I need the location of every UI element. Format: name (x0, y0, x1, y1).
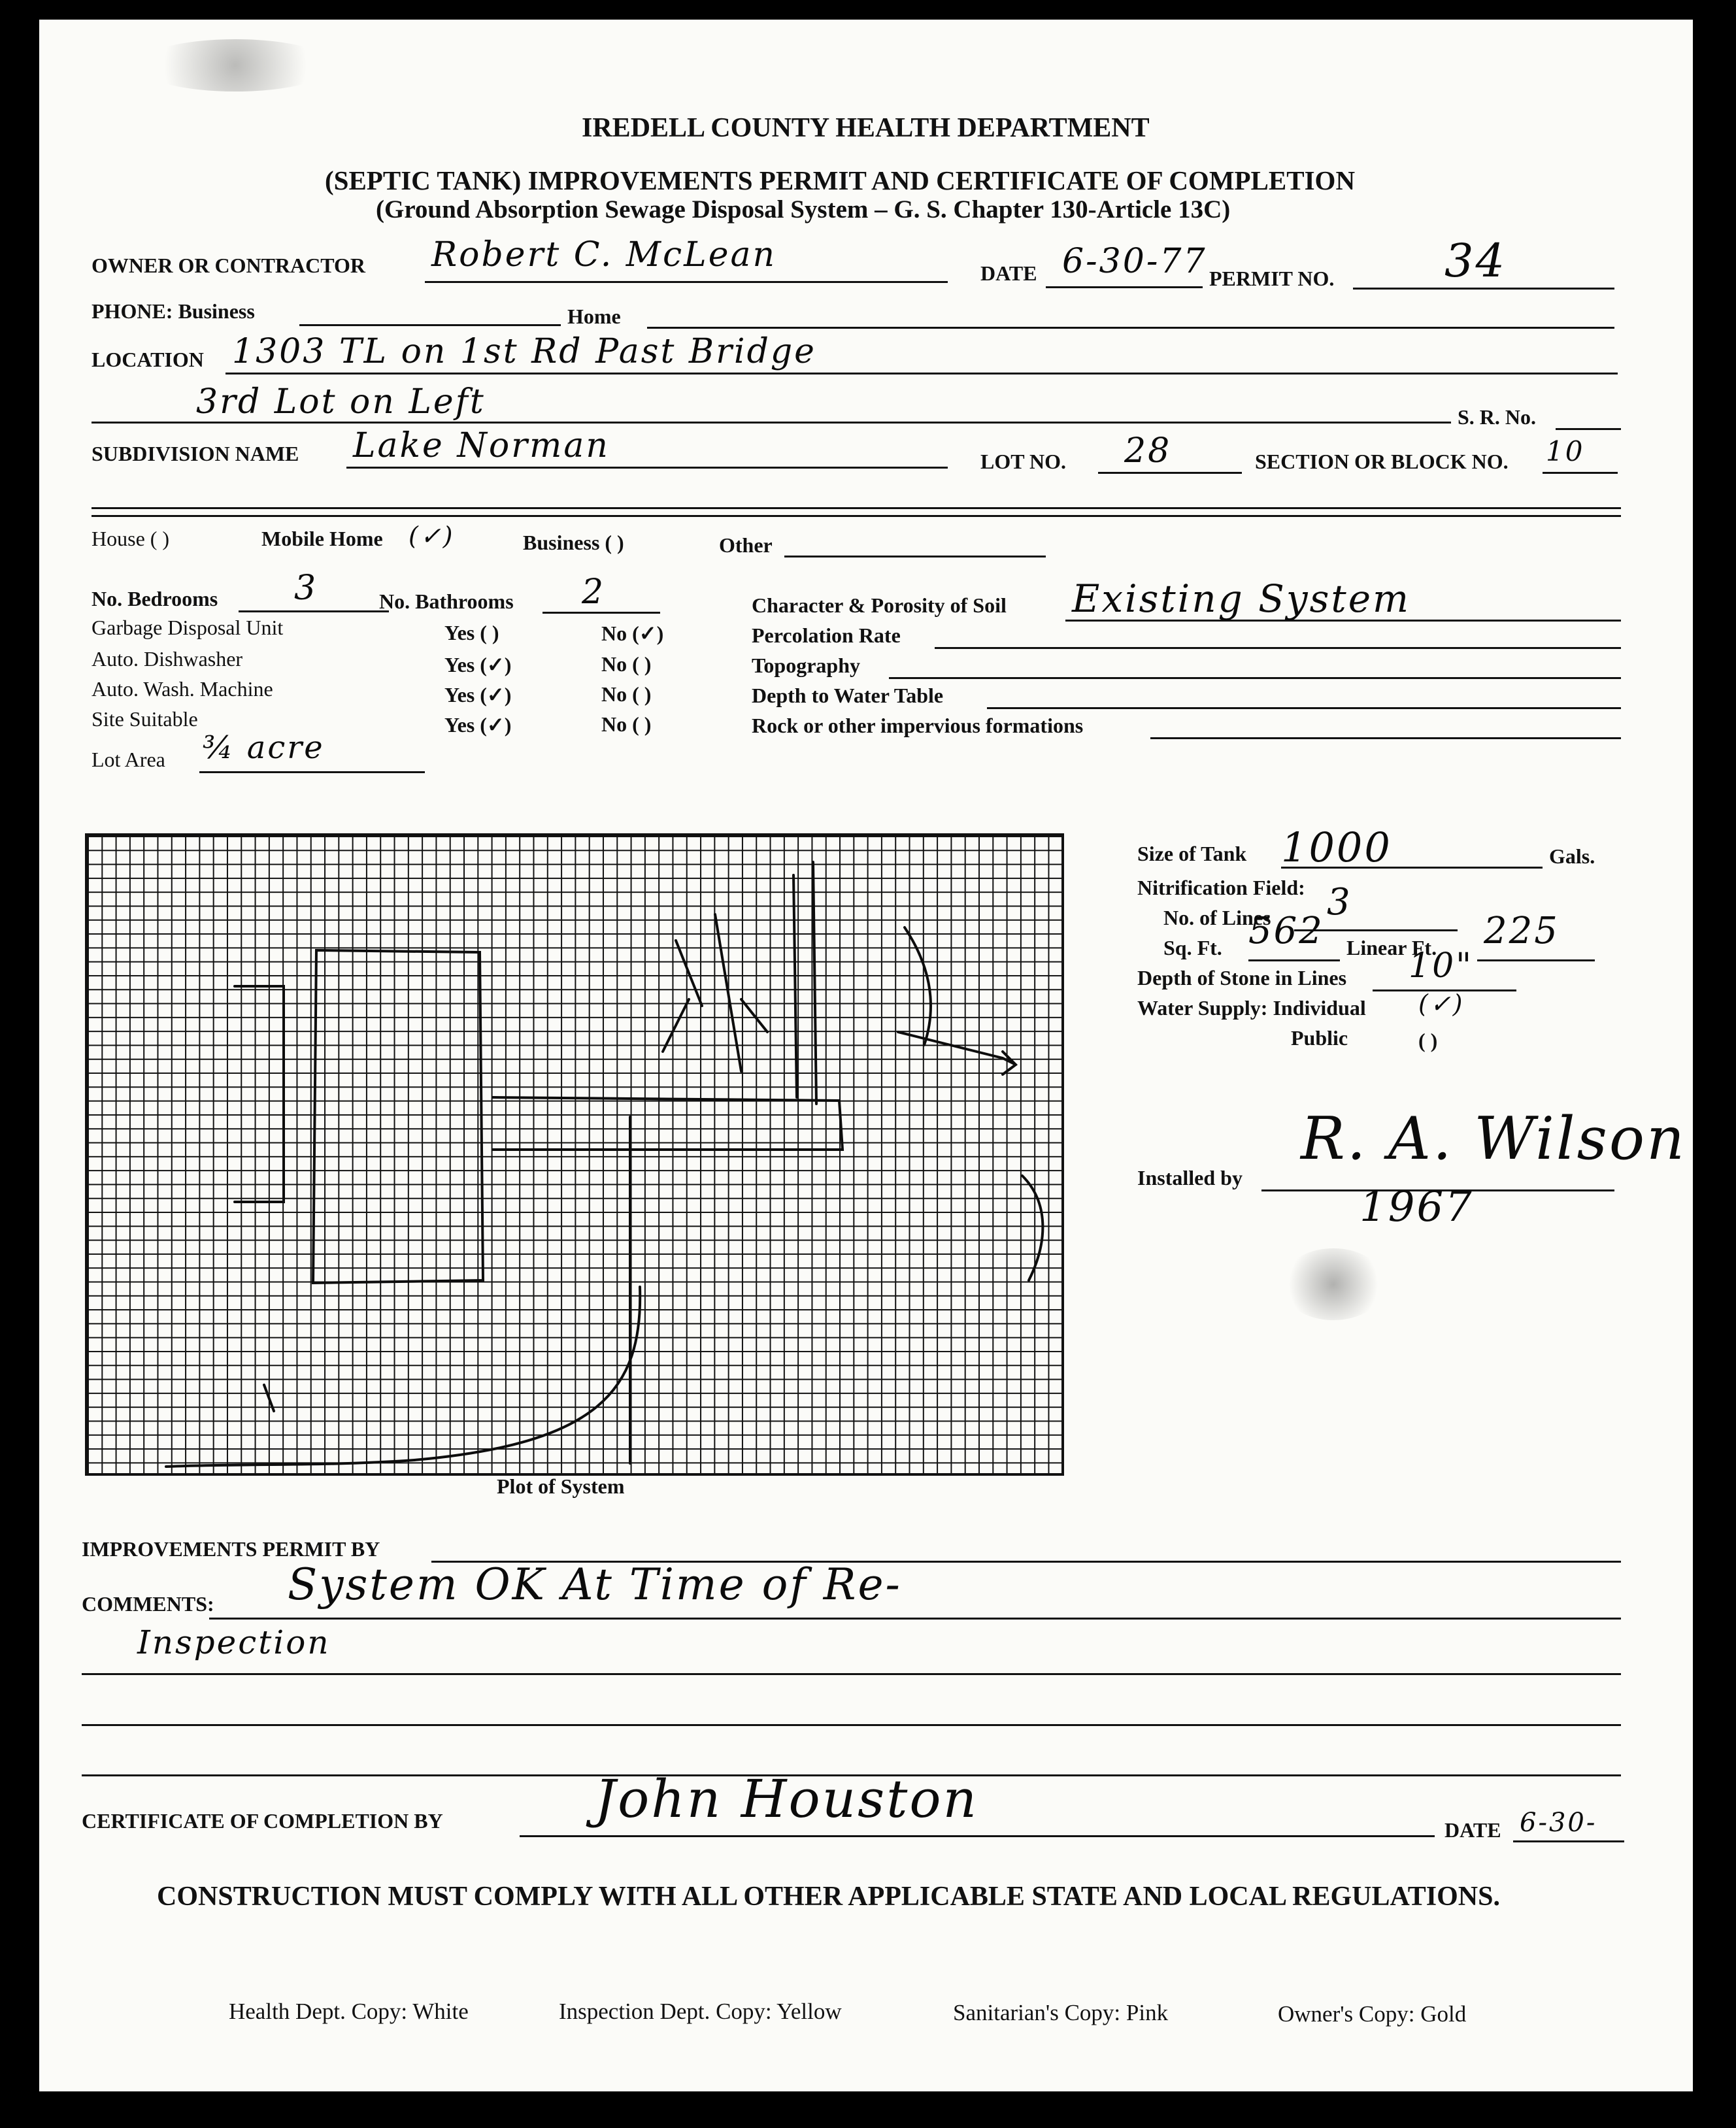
checklist-item-no: No (✓) (601, 622, 664, 645)
location-label: LOCATION (92, 348, 204, 371)
public-label: Public (1291, 1026, 1348, 1050)
permit-no-value: 34 (1444, 234, 1507, 288)
date-value: 6-30-77 (1062, 242, 1207, 281)
soil-value: Existing System (1072, 576, 1411, 621)
depth-stone-label: Depth of Stone in Lines (1137, 966, 1347, 989)
checklist-item-no: No ( ) (601, 652, 652, 676)
perc-label: Percolation Rate (752, 623, 901, 647)
subdivision-label: SUBDIVISION NAME (92, 442, 299, 465)
checklist-item-yes: Yes ( ) (444, 621, 499, 644)
date2-value: 6-30- (1520, 1808, 1597, 1838)
comments-value-line2: Inspection (137, 1623, 331, 1661)
plot-grid (85, 833, 1064, 1476)
water-supply-label: Water Supply: Individual (1137, 996, 1366, 1020)
form-title: (SEPTIC TANK) IMPROVEMENTS PERMIT AND CERTIFICATE OF COMPLETION (325, 165, 1356, 195)
comments-label: COMMENTS: (82, 1592, 214, 1616)
checklist-item-label: Garbage Disposal Unit (92, 616, 284, 639)
subdivision-value: Lake Norman (353, 426, 610, 465)
certificate-by-value: John Houston (595, 1769, 979, 1829)
compliance-notice: CONSTRUCTION MUST COMPLY WITH ALL OTHER APPLICABLE STATE AND LOCAL REGULATIONS. (157, 1882, 1500, 1912)
checklist-item-no: No ( ) (601, 682, 652, 706)
copy-health: Health Dept. Copy: White (229, 1999, 469, 2024)
no-lines-value: 3 (1327, 881, 1352, 923)
checklist-item-yes: Yes (✓) (444, 653, 512, 676)
water-individual-mark: (✓) (1418, 989, 1465, 1018)
no-lines-label: No. of Lines (1163, 906, 1271, 929)
rock-label: Rock or other impervious formations (752, 714, 1084, 737)
owner-label: OWNER OR CONTRACTOR (92, 254, 365, 277)
plot-caption: Plot of System (497, 1474, 625, 1498)
section-label: SECTION OR BLOCK NO. (1255, 450, 1509, 473)
linear-ft-label: Linear Ft. (1346, 936, 1437, 959)
depth-stone-value: 10" (1409, 946, 1474, 986)
checklist-item-label: Auto. Dishwasher (92, 647, 243, 671)
date2-label: DATE (1444, 1818, 1501, 1842)
improvements-by-label: IMPROVEMENTS PERMIT BY (82, 1537, 380, 1561)
bedrooms-label: No. Bedrooms (92, 587, 218, 610)
copy-sanitarian: Sanitarian's Copy: Pink (953, 2000, 1169, 2025)
section-value: 10 (1546, 435, 1585, 467)
lot-area-label: Lot Area (92, 748, 165, 771)
lot-no-label: LOT NO. (980, 450, 1066, 473)
lot-area-value: ¾ acre (203, 729, 325, 766)
department-heading: IREDELL COUNTY HEALTH DEPARTMENT (582, 113, 1150, 143)
installed-by-label: Installed by (1137, 1166, 1243, 1189)
size-tank-label: Size of Tank (1137, 842, 1247, 865)
bathrooms-value: 2 (582, 573, 606, 612)
other-label: Other (719, 533, 773, 557)
owner-value: Robert C. McLean (431, 235, 776, 274)
checklist-item-label: Site Suitable (92, 707, 198, 731)
certificate-by-label: CERTIFICATE OF COMPLETION BY (82, 1809, 443, 1833)
checklist-item-yes: Yes (✓) (444, 683, 512, 707)
location-value-line1: 1303 TL on 1st Rd Past Bridge (232, 332, 816, 371)
sr-no-label: S. R. No. (1458, 405, 1537, 429)
date-label: DATE (980, 261, 1037, 285)
installed-year: 1967 (1360, 1183, 1474, 1231)
permit-form (39, 20, 1693, 2091)
size-tank-value: 1000 (1281, 823, 1392, 871)
lot-no-value: 28 (1124, 431, 1172, 471)
nitrification-label: Nitrification Field: (1137, 876, 1305, 899)
public-option: ( ) (1418, 1029, 1438, 1052)
mobile-home-label: Mobile Home (261, 527, 383, 550)
checklist-item-yes: Yes (✓) (444, 713, 512, 737)
sq-ft-value: 562 (1248, 910, 1324, 952)
bedrooms-value: 3 (294, 569, 318, 608)
installed-by-value: R. A. Wilson (1301, 1105, 1687, 1173)
plot-sketch (88, 836, 1061, 1473)
phone-label: PHONE: Business (92, 299, 255, 323)
checklist-item-no: No ( ) (601, 712, 652, 736)
mobile-home-mark: (✓) (409, 522, 455, 550)
house-option: House ( ) (92, 527, 170, 550)
bathrooms-label: No. Bathrooms (379, 590, 514, 613)
comments-value-line1: System OK At Time of Re- (288, 1559, 902, 1610)
permit-no-label: PERMIT NO. (1209, 267, 1335, 290)
home-label: Home (567, 305, 621, 328)
soil-label: Character & Porosity of Soil (752, 593, 1007, 617)
form-subtitle: (Ground Absorption Sewage Disposal System – G. S. Chapter 130-Article 13C) (376, 195, 1231, 224)
gals-label: Gals. (1549, 844, 1595, 868)
copy-owner: Owner's Copy: Gold (1278, 2001, 1467, 2027)
business-option: Business ( ) (523, 531, 624, 554)
sq-ft-label: Sq. Ft. (1163, 936, 1222, 959)
copy-inspection: Inspection Dept. Copy: Yellow (559, 1999, 842, 2024)
water-table-label: Depth to Water Table (752, 684, 944, 707)
checklist-item-label: Auto. Wash. Machine (92, 677, 273, 701)
location-value-line2: 3rd Lot on Left (196, 382, 486, 422)
topo-label: Topography (752, 654, 860, 677)
linear-ft-value: 225 (1484, 910, 1560, 952)
